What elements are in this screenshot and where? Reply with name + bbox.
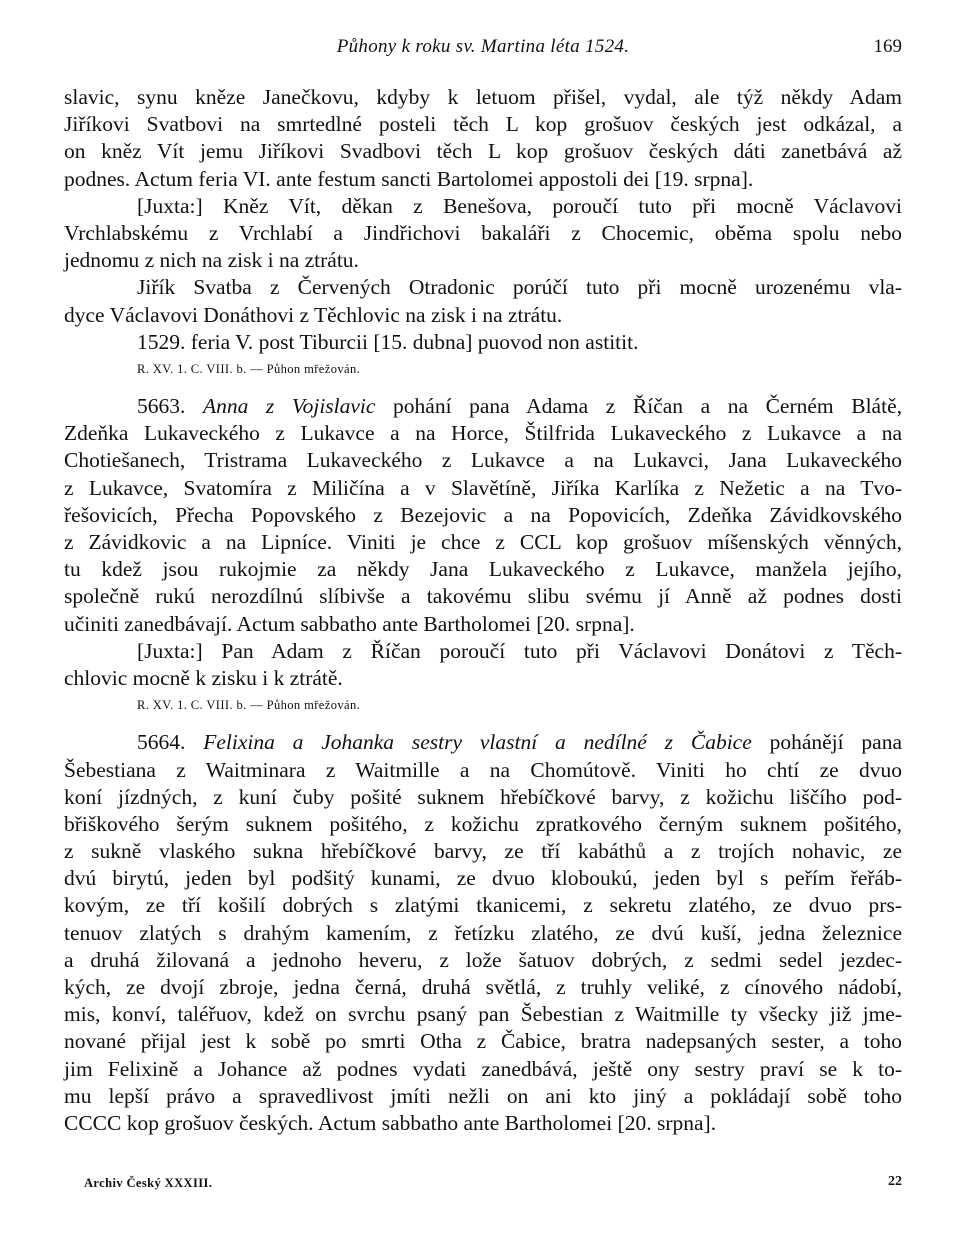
running-title: Půhony k roku sv. Martina léta 1524.: [336, 36, 630, 57]
sheet-number: 22: [888, 1174, 902, 1189]
page-header: [64, 30, 902, 68]
spacer: [64, 719, 902, 729]
entry-first-line: [64, 393, 902, 420]
text-line: Šebestiana z Waitminara z Waitmille a na Chomútově. Viniti ho chtí ze dvuo: [64, 757, 902, 782]
text-line: nované přijal jest k sobě po smrti Otha z Čabice, bratra nadepsaných sester, a toho: [64, 1029, 902, 1054]
text-line: z Lukavce, Svatomíra z Miličína a v Slavětíně, Jiříka Karlíka z Nežetic a na Tvo-: [64, 475, 902, 500]
text-line: podnes. Actum feria VI. ante festum sancti Bartolomei appostoli dei [19. srpna].: [64, 166, 754, 191]
text-line: Vrchlabskému z Vrchlabí a Jindřichovi bakaláři z Chocemic, oběma spolu nebo: [64, 220, 902, 245]
text-line: chlovic mocně k zisku i k ztrátě.: [64, 665, 343, 690]
text-line: učiniti zanedbávají. Actum sabbatho ante Bartholomei [20. srpna].: [64, 611, 635, 636]
text-line: řešovicích, Přecha Popovského z Bezejovic a na Popovicích, Zdeňka Závidkovského: [64, 502, 902, 527]
plaintiff-name: Felixina a Johanka sestry vlastní a nedílné z Čabice: [203, 730, 752, 755]
entry-first-line: [64, 729, 902, 756]
page-body: [64, 84, 902, 1137]
text-line: slavic, synu kněze Janečkovu, kdyby k letuom přišel, vydal, ale týž někdy Adam: [64, 85, 902, 109]
text-line: kých, ze dvojí zbroje, jedna černá, druhá světlá, z truhly veliké, z cínového nádobí,: [64, 975, 902, 999]
text-line: mu lepší právo a spravedlivost jmíti nežli on ani kto jiný a pokládají sobě toho: [64, 1083, 902, 1108]
text-line: tenuov zlatých s drahým kamením, z řetízku zlatého, ze dvú kuší, jedna železnice: [64, 920, 902, 945]
text-line: jednomu z nich na zisk i na ztrátu.: [64, 248, 359, 273]
text-line: jim Felixině a Johance až podnes vydati zanedbává, ještě ony sestry praví se k to-: [64, 1056, 902, 1081]
text-line: dyce Václavovi Donáthovi z Těchlovic na zisk i na ztrátu.: [64, 302, 563, 327]
page: [64, 30, 902, 1137]
text-line: dvú birytú, jeden byl podšitý kunami, ze dvuo kloboukú, jeden byl s peřím řeřáb-: [64, 866, 902, 891]
text-line: [Juxta:] Kněz Vít, děkan z Benešova, poroučí tuto při mocně Václavovi: [137, 193, 902, 218]
source-note: R. XV. 1. C. VIII. b. — Půhon mřežován.: [137, 698, 361, 713]
text-line: mis, konví, taléřuov, kdež on svrchu psaný pan Šebestian z Waitmille ty všecky již jme-: [64, 1002, 902, 1027]
text-line: Zdeňka Lukaveckého z Lukavce a na Horce, Štilfrida Lukaveckého z Lukavce a na: [64, 421, 902, 446]
entry-number: 5663.: [137, 394, 186, 419]
text-line: CCCC kop grošuov českých. Actum sabbatho ante Bartholomei [20. srpna].: [64, 1110, 717, 1135]
text-line: a druhá žilovaná a jednoho heveru, z lože šatuov dobrých, z sedmi sedel jezdec-: [64, 947, 902, 972]
entry-first-line-rest: pohánějí pana: [769, 730, 903, 755]
text-line: tu kdež jsou rukojmie za někdy Jana Lukaveckého z Lukavce, manžela jejího,: [64, 557, 902, 582]
entry-first-line-rest: pohání pana Adama z Říčan a na Černém Blátě,: [393, 394, 902, 419]
text-line: on kněz Vít jemu Jiříkovi Svadbovi těch L kop grošuov českých dáti zanetbává až: [64, 139, 902, 164]
page-footer: [84, 1172, 902, 1196]
text-line: kovým, ze tří košilí dobrých s zlatými tkanicemi, z sekretu zlatého, ze dvuo prs-: [64, 893, 902, 918]
text-line: břiškového šerým suknem pošitého, z kožichu zpratkového černým suknem pošitého,: [64, 811, 902, 836]
text-line: společně rukú nerozdílnú slíbivše a takovému slibu svému jí Anně až podnes dosti: [64, 584, 902, 609]
entry-number: 5664.: [137, 730, 186, 755]
text-line: z Závidkovic a na Lipníce. Viniti je chce z CCL kop grošuov míšenských věnných,: [64, 530, 902, 554]
text-line: 1529. feria V. post Tiburcii [15. dubna] puovod non astitit.: [137, 329, 639, 354]
signature-mark: Archiv Český XXXIII.: [84, 1176, 213, 1190]
text-line: [Juxta:] Pan Adam z Říčan poroučí tuto při Václavovi Donátovi z Těch-: [137, 638, 902, 663]
text-line: Chotiešanech, Tristrama Lukaveckého z Lukavce a na Lukavci, Jana Lukaveckého: [64, 448, 902, 473]
text-line: koní jízdných, z kuní čuby pošité suknem hřebíčkové barvy, z kožichu liščího pod-: [64, 784, 902, 809]
page-number: 169: [873, 36, 902, 57]
plaintiff-name: Anna z Vojislavic: [202, 394, 376, 419]
source-note: R. XV. 1. C. VIII. b. — Půhon mřežován.: [137, 361, 361, 376]
text-line: z sukně vlaského sukna hřebíčkové barvy, ze tří kabáthů a z trojích nohavic, ze: [64, 839, 902, 864]
spacer: [64, 383, 902, 393]
text-line: Jiřík Svatba z Červených Otradonic porúčí tuto při mocně urozenému vla-: [137, 275, 902, 300]
text-line: Jiříkovi Svatbovi na smrtedlné posteli těch L kop grošuov českých jest odkázal, a: [64, 112, 902, 137]
